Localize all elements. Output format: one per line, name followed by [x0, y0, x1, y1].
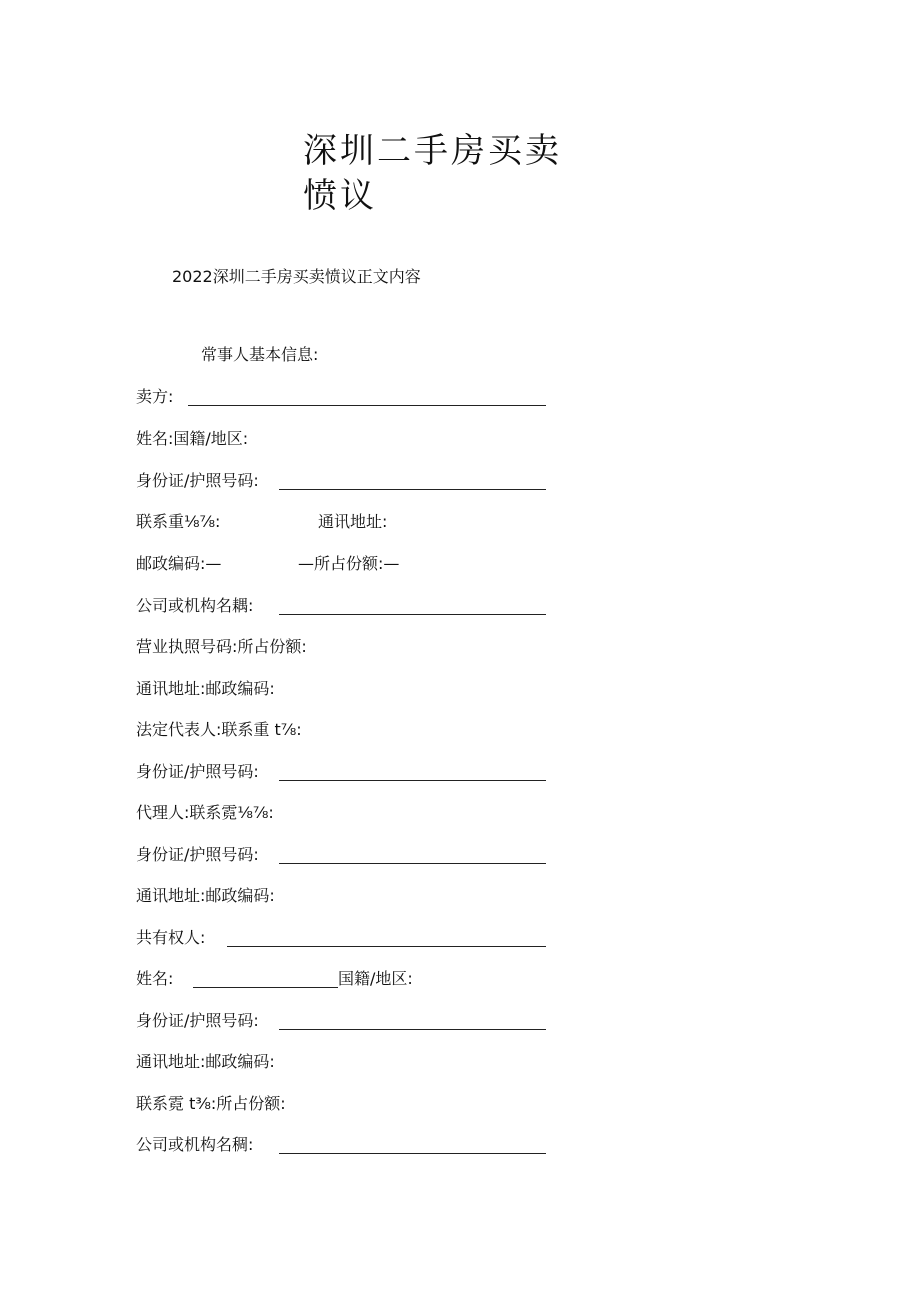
id-passport-label-3: 身份证/护照号码:: [136, 845, 259, 864]
co-owner-blank-line: [227, 946, 546, 947]
address-label: 通讯地址:: [318, 512, 388, 531]
id-passport-blank-line-3: [279, 863, 546, 864]
title-line-2: 愤议: [303, 176, 377, 216]
co-owner-label: 共有权人:: [136, 928, 206, 947]
document-subtitle: 2022深圳二手房买卖愤议正文内容: [172, 267, 421, 286]
name-nationality-label: 姓名:国籍/地区:: [136, 429, 249, 448]
seller-label: 卖方:: [136, 387, 174, 406]
phone-label: 联系重⅛⅞:: [136, 512, 221, 531]
name-label: 姓名:: [136, 969, 174, 988]
share-label: —所占份额:—: [298, 554, 400, 573]
id-passport-label-1: 身份证/护照号码:: [136, 471, 259, 490]
license-share-label: 营业执照号码:所占份额:: [136, 637, 307, 656]
company-name-blank-line-1: [279, 614, 546, 615]
company-name-label-1: 公司或机构名耦:: [136, 596, 254, 615]
id-passport-blank-line-4: [279, 1029, 546, 1030]
section-heading: 常事人基本信息:: [201, 345, 319, 364]
seller-blank-line: [188, 405, 546, 406]
id-passport-label-4: 身份证/护照号码:: [136, 1011, 259, 1030]
nationality-label: 国籍/地区:: [338, 969, 413, 988]
address-postal-label-3: 通讯地址:邮政编码:: [136, 1052, 275, 1071]
address-postal-label-2: 通讯地址:邮政编码:: [136, 886, 275, 905]
postal-label: 邮政编码:—: [136, 554, 222, 573]
company-name-blank-line-2: [279, 1153, 546, 1154]
title-line-1: 深圳二手房买卖: [303, 131, 562, 171]
phone-share-label: 联系霓 t⅜:所占份额:: [136, 1094, 286, 1113]
id-passport-blank-line-1: [279, 489, 546, 490]
id-passport-label-2: 身份证/护照号码:: [136, 762, 259, 781]
agent-label: 代理人:联系霓⅛⅞:: [136, 803, 274, 822]
name-blank-line: [193, 987, 338, 988]
id-passport-blank-line-2: [279, 780, 546, 781]
legal-rep-label: 法定代表人:联系重 t⅞:: [136, 720, 302, 739]
company-name-label-2: 公司或机构名稠:: [136, 1135, 254, 1154]
address-postal-label-1: 通讯地址:邮政编码:: [136, 679, 275, 698]
